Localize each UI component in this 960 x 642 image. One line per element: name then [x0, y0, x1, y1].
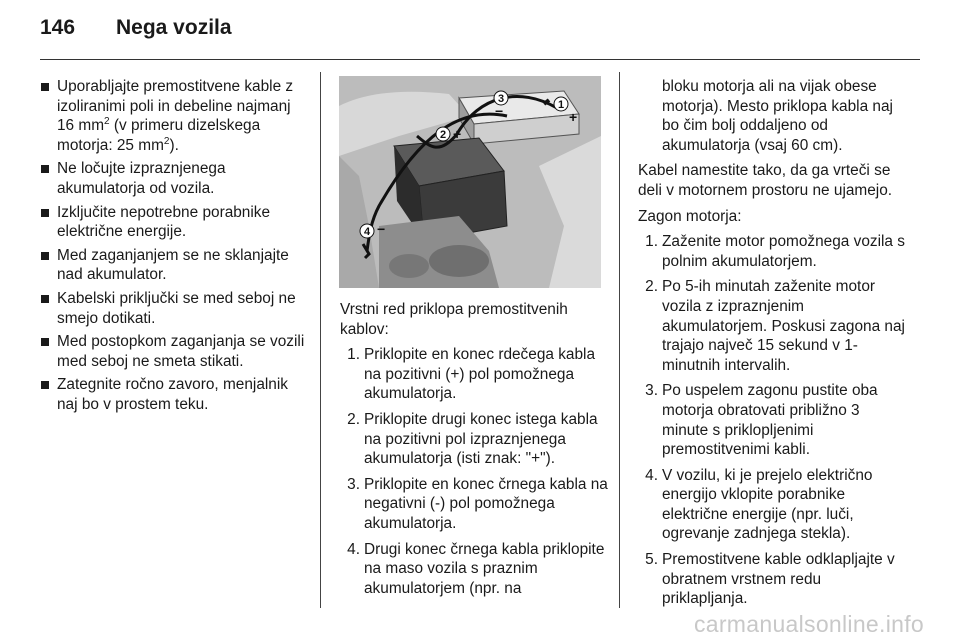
- bullet-square-icon: [41, 83, 49, 91]
- watermark: carmanualsonline.info: [693, 611, 924, 637]
- bullet-square-icon: [41, 381, 49, 389]
- list-item: 4. V vozilu, ki je prejelo električno energijo vklopite porabnike električne energije (npr. luči, ogrevanje zadnjega stekla).: [645, 466, 873, 543]
- list-item: 3. Priklopite en konec črnega kabla na negativni (-) pol pomožnega akumulatorja.: [347, 475, 608, 532]
- page-number: 146: [40, 16, 76, 39]
- engine-bay-illustration: [339, 76, 601, 288]
- start-engine-intro: Zagon motorja:: [638, 207, 742, 225]
- list-item: Ne ločujte izpraznjenega akumulatorja od vozila.: [40, 159, 308, 198]
- list-item: Med postopkom zaganjanja se vozili med seboj ne smeta stikati.: [40, 332, 308, 371]
- label-3: 3: [497, 93, 505, 105]
- plus-sign-2: +: [453, 126, 462, 142]
- bullet-square-icon: [41, 209, 49, 217]
- page-title: Nega vozila: [116, 16, 232, 39]
- list-item: 2. Po 5-ih minutah zaženite motor vozila z izpraznjenim akumulatorjem. Poskusi zagona naj trajajo največ 15 sekund v 1-minutnih intervalih.: [645, 278, 905, 374]
- header-rule: [40, 59, 920, 60]
- list-item: Zategnite ročno zavoro, menjalnik naj bo v prostem teku.: [40, 375, 308, 414]
- connection-steps: [340, 345, 608, 598]
- start-steps: [638, 232, 906, 609]
- jump-start-diagram: [339, 76, 601, 288]
- bullet-square-icon: [41, 165, 49, 173]
- connection-order-intro: Vrstni red priklopa premostitvenih kablov:: [340, 301, 568, 338]
- cable-placement-note: Kabel namestite tako, da ga vrteči se deli v motornem prostoru ne ujamejo.: [638, 162, 893, 199]
- list-item: 2. Priklopite drugi konec istega kabla na pozitivni pol izpraznjenega akumulatorja (isti znak: "+").: [347, 410, 598, 468]
- label-1: 1: [557, 99, 565, 111]
- column-divider-left: [320, 72, 321, 608]
- precaution-list: [40, 77, 308, 415]
- list-item: Izključite nepotrebne porabnike električne energije.: [40, 203, 308, 242]
- list-item: Med zaganjanjem se ne sklanjajte nad akumulator.: [40, 246, 308, 285]
- bullet-square-icon: [41, 295, 49, 303]
- list-item: Uporabljajte premostitvene kable z izoliranimi poli in debeline najmanj 16 $mm^2$ (v primeru dizelskega motorja: 25 $mm^2$).: [40, 77, 308, 155]
- list-item: 3. Po uspelem zagonu pustite oba motorja obratovati približno 3 minute s priklopljenimi premostitvenimi kabli.: [645, 382, 878, 459]
- page-header: [40, 16, 232, 46]
- column-middle: [340, 300, 608, 604]
- label-4: 4: [363, 226, 371, 238]
- column-right: [638, 77, 906, 615]
- column-left: [40, 77, 308, 419]
- list-item: 4. Drugi konec črnega kabla priklopite na maso vozila s praznim akumulatorjem (npr. na: [347, 540, 605, 597]
- bullet-square-icon: [41, 338, 49, 346]
- column-divider-right: [619, 72, 620, 608]
- list-item: 1. Zaženite motor pomožnega vozila s polnim akumulatorjem.: [645, 233, 905, 270]
- list-item: Kabelski priključki se med seboj ne smejo dotikati.: [40, 289, 308, 328]
- minus-sign-4: −: [377, 221, 386, 237]
- list-item: 1. Priklopite en konec rdečega kabla na pozitivni (+) pol pomožnega akumulatorja.: [347, 346, 596, 403]
- minus-sign-3: −: [495, 103, 504, 119]
- bullet-square-icon: [41, 252, 49, 260]
- plus-sign-1: +: [569, 109, 578, 125]
- list-item: 5. Premostitvene kable odklapljajte v obratnem vrstnem redu priklapljanja.: [645, 551, 895, 608]
- label-2: 2: [439, 129, 447, 141]
- step-continuation: bloku motorja ali na vijak obese motorja). Mesto priklopa kabla naj bo čim bolj oddaljeno od akumulatorja (vsaj 60 cm).: [662, 78, 893, 154]
